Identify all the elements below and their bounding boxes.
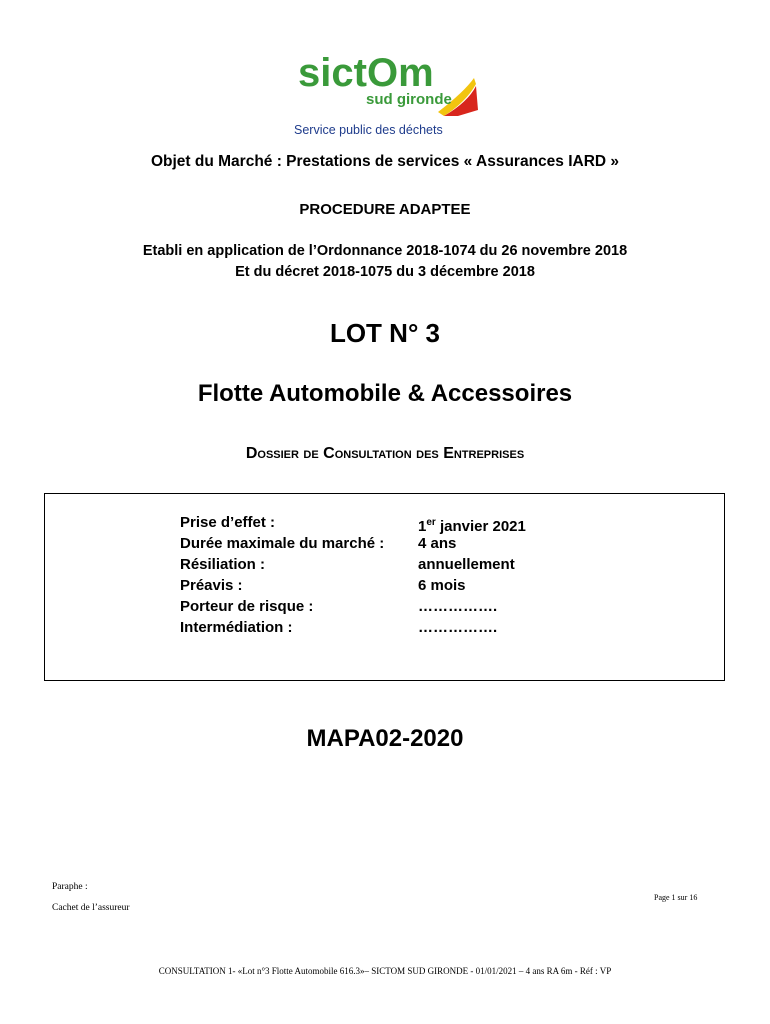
lot-title: Flotte Automobile & Accessoires xyxy=(197,380,573,407)
info-label: Résiliation : xyxy=(180,556,266,573)
insurer-stamp-label: Cachet de l’assureur xyxy=(52,903,130,913)
info-value: ……………. xyxy=(418,598,498,615)
sictom-logo xyxy=(288,44,484,140)
legal-basis-line-1: Etabli en application de l’Ordonnance 2018-1074 du 26 novembre 2018 xyxy=(142,243,628,259)
logo-brand-prefix: sict xyxy=(298,51,367,95)
info-label: Préavis : xyxy=(180,577,243,594)
info-value: 6 mois xyxy=(418,577,466,594)
logo-brand-text xyxy=(298,51,434,95)
info-value-sup: er xyxy=(426,517,436,528)
logo-brand-suffix: m xyxy=(398,51,434,95)
info-label: Intermédiation : xyxy=(180,619,293,636)
logo-subtitle: sud gironde xyxy=(366,91,452,108)
legal-basis-line-2: Et du décret 2018-1075 du 3 décembre 2018 xyxy=(235,264,535,280)
market-reference: MAPA02-2020 xyxy=(306,725,464,752)
dossier-title: Dossier de Consultation des Entreprises xyxy=(245,445,525,462)
page-number: Page 1 sur 16 xyxy=(654,893,698,902)
market-subject: Objet du Marché : Prestations de services « Assurances IARD » xyxy=(150,153,620,170)
info-label: Prise d’effet : xyxy=(180,514,276,531)
info-value: ……………. xyxy=(418,619,498,636)
contract-info-box xyxy=(44,493,725,681)
logo-tagline: Service public des déchets xyxy=(294,123,443,137)
info-label: Porteur de risque : xyxy=(180,598,314,615)
info-value-day: 1 xyxy=(418,518,427,535)
page-footer: CONSULTATION 1- «Lot n°3 Flotte Automobile 616.3»– SICTOM SUD GIRONDE - 01/01/2021 – 4 ans RA 6m - Réf : VP xyxy=(158,966,612,976)
info-label: Durée maximale du marché : xyxy=(180,535,385,552)
sictom-logo-graphic xyxy=(288,44,484,140)
paraphe-label: Paraphe : xyxy=(52,882,88,892)
lot-number: LOT N° 3 xyxy=(329,318,441,348)
info-value: annuellement xyxy=(418,556,515,573)
logo-brand-o: O xyxy=(366,51,399,95)
info-value-rest: janvier 2021 xyxy=(435,518,526,535)
info-value: 4 ans xyxy=(418,535,457,552)
procedure-type: PROCEDURE ADAPTEE xyxy=(299,201,471,218)
